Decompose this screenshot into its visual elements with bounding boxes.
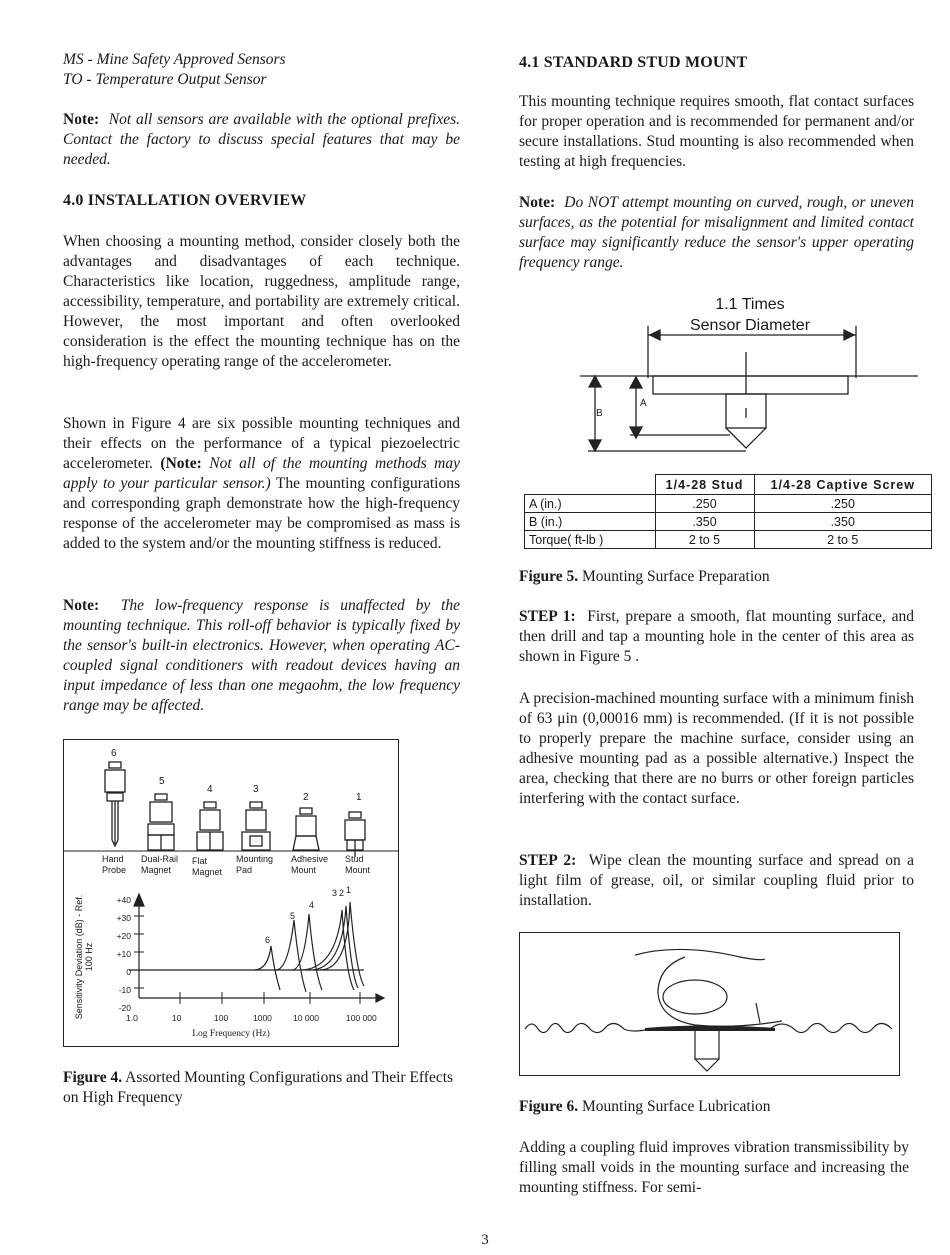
curve-label-3: 3: [332, 888, 338, 898]
paragraph-text: Adding a coupling fluid improves vibration transmissibility by filling small voids in the mounting surface and increasing the mounting stiffness. For semi-: [519, 1139, 909, 1196]
note-label: Note:: [63, 111, 100, 128]
stud-mount-drawing: [560, 290, 930, 465]
paragraph-text-a: Shown in Figure 4 are six possible mounting techniques and their effects on the performance of a typical piezoelectric accelerometer.: [63, 415, 460, 472]
curve-label-5: 5: [290, 911, 296, 921]
note-prefixes: [63, 110, 460, 170]
note-label: Note:: [519, 194, 556, 211]
curve-label-2: 2: [339, 888, 345, 898]
caption-text: Assorted Mounting Configurations and Their Effects on High Frequency: [63, 1069, 454, 1106]
caption-text: Mounting Surface Lubrication: [582, 1098, 771, 1115]
mounting-pad-sensor-icon: [242, 802, 270, 850]
mount-number-5: 5: [159, 776, 165, 787]
section-title-stud-mount: 4.1 STANDARD STUD MOUNT: [519, 54, 748, 71]
table-cell: 2 to 5: [754, 531, 932, 549]
page-number: 3: [481, 1232, 489, 1248]
table-cell: A (in.): [525, 495, 656, 513]
curve-6: [254, 946, 280, 990]
table-cell: Torque( ft-lb ): [525, 531, 656, 549]
dimension-label-b: B: [596, 408, 603, 419]
mount-label-adhesive: [291, 854, 328, 876]
y-tick: +30: [116, 913, 131, 923]
paragraph-text: When choosing a mounting method, consider closely both the advantages and disadvantages of each technique. Characteristics like location, ruggedness, amplitude range, accessibility, temperature, and portability are extremely critical. However, the most important and often overlooked consideration is the effect the mounting technique has on the high-frequency operating range of the accelerometer.: [63, 233, 460, 370]
curve-label-4: 4: [309, 900, 315, 910]
step1-paragraph: [519, 607, 914, 667]
table-header-cell: [525, 475, 656, 495]
table-header-cell: 1/4-28 Stud: [655, 475, 754, 495]
x-tick: 100 000: [346, 1013, 377, 1023]
paragraph-text: This mounting technique requires smooth, flat contact surfaces for proper operation and is recommended for permanent and/or secure installations. Stud mounting is also recommended when testing at high frequencies.: [519, 93, 914, 170]
figure4-frame: [63, 739, 399, 1047]
step-text: Wipe clean the mounting surface and spread on a light film of grease, oil, or similar coupling fluid prior to installation.: [519, 852, 914, 909]
y-tick: 0: [126, 967, 131, 977]
x-tick: 1000: [253, 1013, 272, 1023]
mount-number-3: 3: [253, 784, 259, 795]
adhesive-mount-sensor-icon: [293, 808, 319, 850]
caption-label: Figure 6.: [519, 1098, 579, 1115]
mount-label-flat-magnet: [192, 856, 222, 878]
table-cell: 2 to 5: [655, 531, 754, 549]
dual-rail-magnet-sensor-icon: [148, 794, 174, 850]
mount-label-line: Mounting: [236, 854, 274, 864]
figure6-caption: [519, 1097, 914, 1117]
flat-magnet-sensor-icon: [197, 802, 223, 850]
paragraph-overview: [63, 232, 460, 372]
mount-label-line: Stud: [345, 854, 364, 864]
mount-label-line: Pad: [236, 865, 253, 875]
note-text: Not all sensors are available with the optional prefixes. Contact the factory to discuss special features that may be needed.: [63, 111, 461, 168]
figure4-caption: [63, 1068, 463, 1108]
mount-number-6: 6: [111, 748, 117, 759]
fingernail: [663, 980, 727, 1014]
paragraph-text: A precision-machined mounting surface with a minimum finish of 63 μin (0,00016 mm) is recommended. (If it is not possible to properly prepare the machine surface, consider using an adhesive mounting pad as a possible alternative.) Inspect the area, checking that there are no burrs or other foreign particles interfering with the contact surface.: [519, 690, 914, 807]
paragraph-coupling-fluid: [519, 1138, 909, 1198]
paragraph-figure4-intro: [63, 414, 460, 554]
table-row: [525, 531, 932, 549]
mount-label-line: Hand: [102, 854, 124, 864]
figure4-y-axis-label: Sensitivity Deviation (dB) - Ref. 100 Hz: [74, 894, 94, 1020]
table-header-cell: 1/4-28 Captive Screw: [754, 475, 932, 495]
table-row: [525, 513, 932, 531]
curve-label-1: 1: [346, 885, 352, 895]
mount-label-line: Mount: [291, 865, 317, 875]
mount-label-line: Adhesive: [291, 854, 329, 864]
y-tick: +40: [116, 895, 131, 905]
y-tick: +20: [116, 931, 131, 941]
prefix-ms: MS - Mine Safety Approved Sensors: [63, 51, 286, 68]
curve-5: [276, 920, 306, 992]
table-cell: .350: [655, 513, 754, 531]
table-cell: B (in.): [525, 513, 656, 531]
mount-number-2: 2: [303, 792, 309, 803]
paragraph-stud-mount: [519, 92, 914, 172]
step2-paragraph: [519, 851, 914, 911]
table-cell: .250: [655, 495, 754, 513]
figure5-caption: [519, 567, 914, 587]
dimension-label-a: A: [640, 398, 647, 409]
note-surfaces: [519, 193, 914, 273]
mount-number-1: 1: [356, 792, 362, 803]
x-tick: 10 000: [293, 1013, 319, 1023]
finger-lubrication-drawing: [520, 933, 899, 1075]
figure4-y-ticks: [109, 891, 131, 1017]
x-tick: 1.0: [126, 1013, 138, 1023]
response-curves: [254, 902, 364, 992]
curve-label-6: 6: [265, 935, 271, 945]
caption-label: Figure 4.: [63, 1069, 123, 1086]
table-cell: .350: [754, 513, 932, 531]
figure5-spec-table: [524, 474, 932, 549]
y-tick: +10: [116, 949, 131, 959]
mount-label-line: Magnet: [192, 867, 223, 877]
table-cell: .250: [754, 495, 932, 513]
paragraph-text-b: The mounting configurations and corresponding graph demonstrate how the high-frequency response of the accelerometer may be compromised as mass is added to the system and/or the mounting stiffness is reduced.: [63, 475, 460, 552]
step-label: STEP 1:: [519, 608, 576, 625]
inline-note-text: Not all of the mounting methods may apply to your particular sensor.): [63, 455, 461, 492]
note-low-frequency: [63, 596, 460, 716]
step-text: First, prepare a smooth, flat mounting surface, and then drill and tap a mounting hole in the center of this area as shown in Figure 5 .: [519, 608, 914, 665]
hand-probe-sensor-icon: [105, 762, 125, 846]
dimension-title-line: Sensor Diameter: [689, 317, 811, 334]
mount-label-dual-rail: [141, 854, 178, 876]
x-tick: 10: [172, 1013, 182, 1023]
figure6-frame: [519, 932, 900, 1076]
prefix-to: TO - Temperature Output Sensor: [63, 71, 267, 88]
stud-mount-sensor-icon: [345, 812, 365, 857]
mount-label-line: Dual-Rail: [141, 854, 179, 864]
section-title-installation: 4.0 INSTALLATION OVERVIEW: [63, 192, 307, 209]
mount-label-hand-probe: [102, 854, 126, 876]
prefix-list: [63, 50, 460, 90]
note-text: Do NOT attempt mounting on curved, rough, or uneven surfaces, as the potential for misalignment and limited contact surface may significantly reduce the sensor's upper operating frequency range.: [519, 194, 915, 271]
table-header-row: [525, 475, 932, 495]
note-text: The low-frequency response is unaffected by the mounting technique. This roll-off behavior is typically fixed by the sensor's built-in electronics. However, when operating AC-coupled signal conditioners with readout devices having an input impedance of less than one megaohm, the low frequency range may be affected.: [63, 597, 460, 714]
step-label: STEP 2:: [519, 852, 577, 869]
y-tick: -10: [118, 985, 131, 995]
mount-number-4: 4: [207, 784, 213, 795]
mount-label-line: Flat: [192, 856, 208, 866]
curve-4: [292, 914, 322, 990]
paragraph-surface-finish: [519, 689, 914, 809]
note-label: Note:: [63, 597, 100, 614]
dimension-title-line: 1.1 Times: [715, 296, 785, 313]
x-tick: 100: [214, 1013, 229, 1023]
finger-top: [635, 949, 765, 959]
mount-label-stud: [345, 854, 370, 876]
mount-label-line: Probe: [102, 865, 127, 875]
figure4-x-axis-label: Log Frequency (Hz): [192, 1029, 270, 1039]
caption-text: Mounting Surface Preparation: [582, 568, 770, 585]
finger-pad: [658, 957, 782, 1026]
mount-label-line: Magnet: [141, 865, 172, 875]
mount-label-line: Mount: [345, 865, 371, 875]
table-row: [525, 495, 932, 513]
figure5-diagram: [560, 290, 930, 465]
mount-label-mounting-pad: [236, 854, 273, 876]
inline-note-label: (Note:: [160, 455, 202, 472]
y-tick: -20: [118, 1003, 131, 1013]
grease-film: [645, 1026, 775, 1032]
caption-label: Figure 5.: [519, 568, 579, 585]
